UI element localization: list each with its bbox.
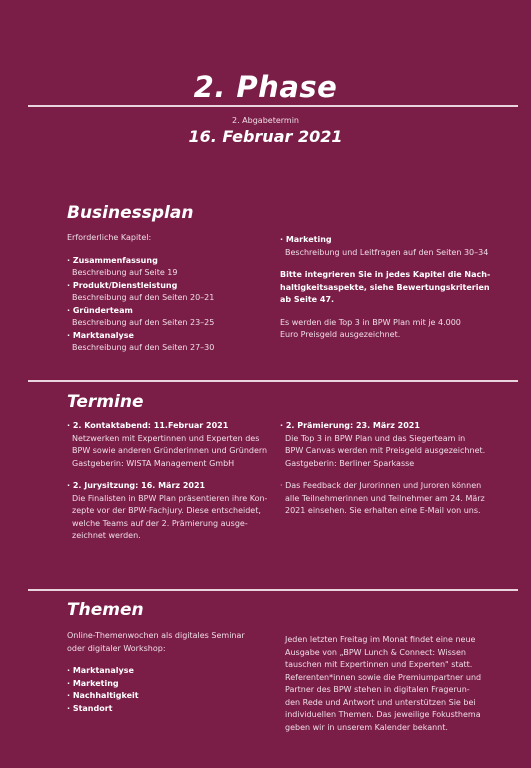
- lunch-connect-line: individuellen Themen. Das jeweilige Fokusthema: [285, 710, 481, 719]
- lunch-connect-line: Jeden letzten Freitag im Monat findet eine neue: [285, 635, 476, 644]
- lunch-connect-line: den Rede und Antwort und unterstützen Sie bei: [285, 697, 476, 707]
- event-line: zeichnet werden.: [72, 531, 141, 540]
- businessplan-intro: Erforderliche Kapitel:: [67, 233, 152, 242]
- event-line: Die Top 3 in BPW Plan und das Siegerteam in: [285, 433, 466, 443]
- sustainability-note-line: Bitte integrieren Sie in jedes Kapitel die Nach-: [280, 270, 491, 279]
- event-line: Netzwerken mit Expertinnen und Experten des: [72, 433, 260, 443]
- event-line: Gastgeberin: Berliner Sparkasse: [285, 458, 415, 468]
- topic-item: · Standort: [67, 703, 113, 713]
- header-divider: [28, 105, 518, 107]
- prize-note-line: Es werden die Top 3 in BPW Plan mit je 4.000: [280, 317, 461, 327]
- lunch-connect-line: geben wir in unserem Kalender bekannt.: [285, 722, 448, 732]
- themen-title: Themen: [67, 600, 144, 620]
- chapter-desc: Beschreibung auf Seite 19: [72, 268, 178, 277]
- event-line: welche Teams auf der 2. Prämierung ausge-: [72, 518, 248, 528]
- event-heading: · 2. Prämierung: 23. März 2021: [280, 421, 420, 430]
- event-heading: · 2. Jurysitzung: 16. März 2021: [67, 481, 206, 490]
- termine-right-column: [280, 420, 510, 518]
- chapter-name: · Zusammenfassung: [67, 255, 158, 265]
- themen-right-column: [285, 634, 510, 734]
- event-line: BPW Canvas werden mit Preisgeld ausgezeichnet.: [285, 446, 486, 455]
- topic-item: · Marktanalyse: [67, 666, 134, 675]
- themen-left-column: [67, 630, 267, 715]
- themen-intro-line: oder digitaler Workshop:: [67, 643, 166, 653]
- lunch-connect-line: Ausgabe von „BPW Lunch & Connect: Wissen: [285, 647, 466, 657]
- lunch-connect-line: Referenten*innen sowie die Premiumpartner und: [285, 672, 482, 682]
- feedback-line: alle Teilnehmerinnen und Teilnehmer am 24. März: [285, 493, 485, 503]
- phase-title: 2. Phase: [193, 70, 338, 104]
- event-line: Gastgeberin: WISTA Management GmbH: [72, 458, 235, 468]
- chapter-desc: Beschreibung und Leitfragen auf den Seiten 30–34: [285, 247, 489, 257]
- feedback-line: 2021 einsehen. Sie erhalten eine E-Mail von uns.: [285, 506, 481, 515]
- termine-title: Termine: [67, 392, 144, 412]
- deadline-date: 16. Februar 2021: [188, 127, 343, 146]
- businessplan-left-column: [67, 232, 267, 355]
- termine-left-column: [67, 420, 272, 543]
- chapter-desc: Beschreibung auf den Seiten 20–21: [72, 293, 215, 302]
- lunch-connect-line: tauschen mit Expertinnen und Experten" statt.: [285, 660, 473, 669]
- businessplan-title: Businessplan: [67, 203, 194, 223]
- prize-note-line: Euro Preisgeld ausgezeichnet.: [280, 330, 401, 339]
- chapter-desc: Beschreibung auf den Seiten 27–30: [72, 343, 215, 352]
- businessplan-right-column: [280, 234, 505, 342]
- deadline-label: 2. Abgabetermin: [232, 116, 299, 125]
- lunch-connect-line: Partner des BPW stehen in digitalen Fragerun-: [285, 685, 470, 694]
- themen-intro-line: Online-Themenwochen als digitales Seminar: [67, 631, 245, 640]
- event-heading: · 2. Kontaktabend: 11.Februar 2021: [67, 421, 229, 430]
- chapter-desc: Beschreibung auf den Seiten 23–25: [72, 318, 215, 327]
- chapter-name: · Produkt/Dienstleistung: [67, 280, 178, 290]
- sustainability-note-line: haltigkeitsaspekte, siehe Bewertungskriterien: [280, 282, 490, 292]
- feedback-line: · Das Feedback der Jurorinnen und Juroren können: [280, 481, 482, 490]
- event-line: zepte vor der BPW-Fachjury. Diese entscheidet,: [72, 506, 261, 515]
- chapter-name: · Marktanalyse: [67, 330, 134, 340]
- sustainability-note-line: ab Seite 47.: [280, 295, 335, 304]
- themen-divider: [28, 589, 518, 591]
- topic-item: · Marketing: [67, 678, 119, 688]
- chapter-name: · Marketing: [280, 235, 332, 244]
- chapter-name: · Gründerteam: [67, 305, 133, 315]
- event-line: BPW sowie anderen Gründerinnen und Gründern: [72, 446, 268, 455]
- termine-divider: [28, 380, 518, 382]
- event-line: Die Finalisten in BPW Plan präsentieren ihre Kon-: [72, 493, 268, 503]
- topic-item: · Nachhaltigkeit: [67, 691, 139, 700]
